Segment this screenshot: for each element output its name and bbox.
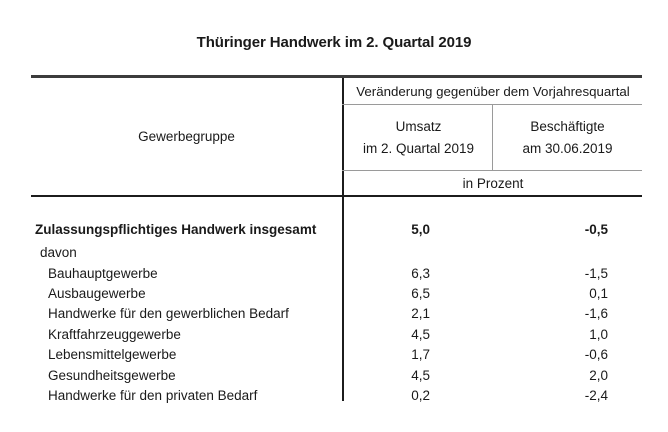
beschaeftigte-header-line1: Beschäftigte bbox=[530, 118, 605, 134]
beschaeftigte-value: -1,5 bbox=[584, 265, 608, 281]
beschaeftigte-value: -2,4 bbox=[584, 388, 608, 404]
umsatz-value: 5,0 bbox=[411, 221, 430, 237]
table-row bbox=[31, 263, 642, 283]
row-label: Handwerke für den gewerblichen Bedarf bbox=[48, 306, 289, 322]
umsatz-value: 6,5 bbox=[411, 286, 430, 302]
beschaeftigte-value: -0,5 bbox=[584, 221, 608, 237]
column-header-beschaeftigte bbox=[493, 105, 642, 170]
unit-row-in-prozent: in Prozent bbox=[462, 175, 524, 191]
row-label: Ausbaugewerbe bbox=[48, 286, 146, 302]
davon-label: davon bbox=[40, 244, 77, 260]
table-row bbox=[31, 283, 642, 303]
span-header-veraenderung: Veränderung gegenüber dem Vorjahresquartal bbox=[356, 83, 630, 99]
row-label: Bauhauptgewerbe bbox=[48, 265, 158, 281]
page-title: Thüringer Handwerk im 2. Quartal 2019 bbox=[196, 34, 472, 51]
table-row-davon bbox=[31, 241, 642, 263]
column-header-umsatz bbox=[344, 105, 493, 170]
row-label: Handwerke für den privaten Bedarf bbox=[48, 388, 258, 404]
umsatz-value: 6,3 bbox=[411, 265, 430, 281]
table-row-total bbox=[31, 217, 642, 241]
table-row bbox=[31, 304, 642, 324]
beschaeftigte-value: 1,0 bbox=[589, 326, 608, 342]
umsatz-value: 4,5 bbox=[411, 367, 430, 383]
row-label: Zulassungspflichtiges Handwerk insgesamt bbox=[35, 221, 317, 237]
handwerk-table bbox=[31, 75, 642, 415]
table-row bbox=[31, 324, 642, 344]
umsatz-header-line2: im 2. Quartal 2019 bbox=[362, 140, 475, 156]
beschaeftigte-value: -0,6 bbox=[584, 347, 608, 363]
umsatz-value: 4,5 bbox=[411, 326, 430, 342]
beschaeftigte-value: -1,6 bbox=[584, 306, 608, 322]
row-label: Kraftfahrzeuggewerbe bbox=[48, 326, 181, 342]
table-body bbox=[31, 197, 642, 406]
table-row bbox=[31, 345, 642, 365]
beschaeftigte-value: 2,0 bbox=[589, 367, 608, 383]
subcolumn-header-row bbox=[344, 105, 642, 170]
umsatz-header-line1: Umsatz bbox=[395, 118, 442, 134]
umsatz-value: 0,2 bbox=[411, 388, 430, 404]
row-label: Lebensmittelgewerbe bbox=[48, 347, 177, 363]
umsatz-value: 1,7 bbox=[411, 347, 430, 363]
umsatz-value: 2,1 bbox=[411, 306, 430, 322]
beschaeftigte-value: 0,1 bbox=[589, 286, 608, 302]
column-header-gewerbegruppe: Gewerbegruppe bbox=[138, 129, 235, 144]
table-row bbox=[31, 385, 642, 405]
table-row bbox=[31, 365, 642, 385]
row-label: Gesundheitsgewerbe bbox=[48, 367, 176, 383]
beschaeftigte-header-line2: am 30.06.2019 bbox=[522, 140, 613, 156]
